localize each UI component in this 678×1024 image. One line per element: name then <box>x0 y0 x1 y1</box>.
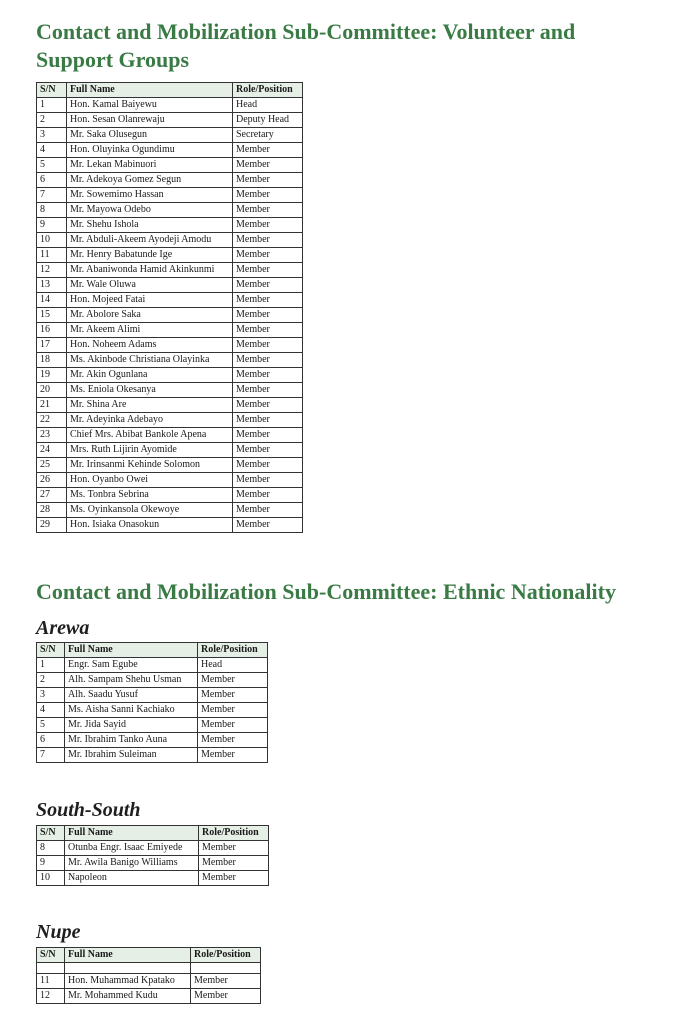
full-name-cell: Mr. Lekan Mabinuori <box>67 158 233 173</box>
full-name-cell: Ms. Tonbra Sebrina <box>67 488 233 503</box>
table-row <box>37 688 268 703</box>
table-row <box>37 398 303 413</box>
table-row <box>37 98 303 113</box>
role-position-header: Role/Position <box>198 643 268 658</box>
full-name-cell: Mr. Ibrahim Suleiman <box>65 748 198 763</box>
full-name-header: Full Name <box>65 948 191 963</box>
sn-cell: 10 <box>37 871 65 886</box>
role-cell: Member <box>233 308 303 323</box>
full-name-cell: Mr. Akin Ogunlana <box>67 368 233 383</box>
table-row <box>37 733 268 748</box>
full-name-cell: Mr. Abaniwonda Hamid Akinkunmi <box>67 263 233 278</box>
table-row <box>37 443 303 458</box>
role-cell: Member <box>233 488 303 503</box>
sn-cell: 11 <box>37 974 65 989</box>
sn-cell: 9 <box>37 856 65 871</box>
role-cell: Member <box>233 263 303 278</box>
table-row <box>37 113 303 128</box>
table-header-row <box>37 948 261 963</box>
sn-cell: 13 <box>37 278 67 293</box>
table-row <box>37 188 303 203</box>
role-cell: Member <box>233 188 303 203</box>
full-name-cell: Ms. Akinbode Christiana Olayinka <box>67 353 233 368</box>
table-row <box>37 278 303 293</box>
table-row <box>37 841 269 856</box>
south-south-heading: South-South <box>36 799 141 821</box>
volunteer-section-title: Contact and Mobilization Sub-Committee: Volunteer and Support Groups <box>36 19 576 72</box>
sn-cell: 6 <box>37 173 67 188</box>
role-cell: Member <box>233 518 303 533</box>
table-row <box>37 428 303 443</box>
role-cell: Member <box>199 871 269 886</box>
sn-cell: 3 <box>37 688 65 703</box>
sn-cell: 20 <box>37 383 67 398</box>
table-row <box>37 748 268 763</box>
sn-cell: 16 <box>37 323 67 338</box>
role-cell: Member <box>198 748 268 763</box>
role-cell: Member <box>198 703 268 718</box>
full-name-cell: Hon. Sesan Olanrewaju <box>67 113 233 128</box>
full-name-cell: Mr. Adeyinka Adebayo <box>67 413 233 428</box>
volunteer-support-groups-table <box>36 82 303 533</box>
spacer-cell <box>37 963 65 974</box>
south-south-table <box>36 825 269 886</box>
role-cell: Member <box>233 173 303 188</box>
sn-cell: 24 <box>37 443 67 458</box>
table-row <box>37 473 303 488</box>
role-cell: Head <box>198 658 268 673</box>
role-cell: Head <box>233 98 303 113</box>
full-name-cell: Mr. Adekoya Gomez Segun <box>67 173 233 188</box>
table-header-row <box>37 643 268 658</box>
sn-cell: 22 <box>37 413 67 428</box>
role-cell: Member <box>198 673 268 688</box>
role-cell: Deputy Head <box>233 113 303 128</box>
full-name-cell: Hon. Muhammad Kpatako <box>65 974 191 989</box>
sn-cell: 14 <box>37 293 67 308</box>
role-cell: Member <box>191 989 261 1004</box>
nupe-table <box>36 947 261 1004</box>
sn-cell: 7 <box>37 748 65 763</box>
role-cell: Member <box>199 841 269 856</box>
role-cell: Member <box>198 688 268 703</box>
sn-cell: 12 <box>37 989 65 1004</box>
sn-cell: 18 <box>37 353 67 368</box>
full-name-cell: Ms. Oyinkansola Okewoye <box>67 503 233 518</box>
full-name-cell: Hon. Noheem Adams <box>67 338 233 353</box>
arewa-table <box>36 642 268 763</box>
full-name-cell: Ms. Eniola Okesanya <box>67 383 233 398</box>
table-row <box>37 263 303 278</box>
full-name-cell: Ms. Aisha Sanni Kachiako <box>65 703 198 718</box>
sn-cell: 25 <box>37 458 67 473</box>
role-cell: Member <box>233 323 303 338</box>
role-cell: Member <box>233 158 303 173</box>
sn-cell: 9 <box>37 218 67 233</box>
table-row <box>37 353 303 368</box>
role-cell: Member <box>233 473 303 488</box>
role-cell: Member <box>233 413 303 428</box>
table-row <box>37 203 303 218</box>
sn-cell: 7 <box>37 188 67 203</box>
full-name-cell: Alh. Saadu Yusuf <box>65 688 198 703</box>
full-name-cell: Mr. Jida Sayid <box>65 718 198 733</box>
full-name-cell: Napoleon <box>65 871 199 886</box>
table-row <box>37 158 303 173</box>
full-name-cell: Mr. Akeem Alimi <box>67 323 233 338</box>
table-row <box>37 368 303 383</box>
nupe-heading: Nupe <box>36 921 81 943</box>
sn-header: S/N <box>37 826 65 841</box>
full-name-cell: Hon. Mojeed Fatai <box>67 293 233 308</box>
full-name-cell: Mr. Wale Oluwa <box>67 278 233 293</box>
full-name-cell: Mr. Sowemimo Hassan <box>67 188 233 203</box>
role-cell: Member <box>233 428 303 443</box>
table-row <box>37 673 268 688</box>
full-name-cell: Mr. Saka Olusegun <box>67 128 233 143</box>
full-name-cell: Hon. Oluyinka Ogundimu <box>67 143 233 158</box>
full-name-header: Full Name <box>67 83 233 98</box>
role-cell: Member <box>233 218 303 233</box>
sn-cell: 4 <box>37 143 67 158</box>
table-row <box>37 323 303 338</box>
full-name-cell: Hon. Isiaka Onasokun <box>67 518 233 533</box>
role-cell: Member <box>233 203 303 218</box>
role-cell: Member <box>233 248 303 263</box>
sn-cell: 17 <box>37 338 67 353</box>
sn-cell: 3 <box>37 128 67 143</box>
spacer-cell <box>191 963 261 974</box>
full-name-cell: Mr. Abduli-Akeem Ayodeji Amodu <box>67 233 233 248</box>
role-cell: Member <box>233 368 303 383</box>
sn-cell: 27 <box>37 488 67 503</box>
sn-header: S/N <box>37 643 65 658</box>
role-cell: Member <box>199 856 269 871</box>
sn-cell: 21 <box>37 398 67 413</box>
table-row <box>37 128 303 143</box>
sn-cell: 15 <box>37 308 67 323</box>
spacer-cell <box>65 963 191 974</box>
full-name-cell: Engr. Sam Egube <box>65 658 198 673</box>
full-name-cell: Hon. Oyanbo Owei <box>67 473 233 488</box>
sn-cell: 1 <box>37 98 67 113</box>
sn-cell: 8 <box>37 203 67 218</box>
sn-cell: 28 <box>37 503 67 518</box>
full-name-header: Full Name <box>65 826 199 841</box>
table-row <box>37 488 303 503</box>
full-name-cell: Chief Mrs. Abibat Bankole Apena <box>67 428 233 443</box>
ethnic-nationality-section-title: Contact and Mobilization Sub-Committee: Ethnic Nationality <box>36 579 616 604</box>
table-row <box>37 856 269 871</box>
table-row <box>37 248 303 263</box>
table-row <box>37 458 303 473</box>
table-row <box>37 658 268 673</box>
role-position-header: Role/Position <box>199 826 269 841</box>
table-row <box>37 703 268 718</box>
sn-cell: 26 <box>37 473 67 488</box>
table-row <box>37 233 303 248</box>
table-row <box>37 871 269 886</box>
table-row <box>37 383 303 398</box>
sn-cell: 6 <box>37 733 65 748</box>
role-cell: Member <box>233 293 303 308</box>
role-position-header: Role/Position <box>233 83 303 98</box>
sn-cell: 4 <box>37 703 65 718</box>
table-row <box>37 518 303 533</box>
full-name-cell: Mr. Mayowa Odebo <box>67 203 233 218</box>
full-name-cell: Mr. Irinsanmi Kehinde Solomon <box>67 458 233 473</box>
sn-cell: 23 <box>37 428 67 443</box>
role-cell: Member <box>233 503 303 518</box>
role-cell: Member <box>191 974 261 989</box>
sn-cell: 2 <box>37 673 65 688</box>
role-cell: Member <box>233 278 303 293</box>
full-name-cell: Mr. Shina Are <box>67 398 233 413</box>
table-row <box>37 413 303 428</box>
full-name-cell: Alh. Sampam Shehu Usman <box>65 673 198 688</box>
sn-cell: 5 <box>37 718 65 733</box>
role-cell: Member <box>233 443 303 458</box>
table-header-row <box>37 83 303 98</box>
table-row <box>37 308 303 323</box>
table-row <box>37 718 268 733</box>
sn-cell: 8 <box>37 841 65 856</box>
table-row <box>37 503 303 518</box>
role-cell: Member <box>233 398 303 413</box>
sn-cell: 29 <box>37 518 67 533</box>
spacer-row <box>37 963 261 974</box>
role-cell: Member <box>233 233 303 248</box>
table-row <box>37 338 303 353</box>
table-header-row <box>37 826 269 841</box>
full-name-cell: Mr. Abolore Saka <box>67 308 233 323</box>
table-row <box>37 974 261 989</box>
table-row <box>37 218 303 233</box>
table-row <box>37 989 261 1004</box>
sn-header: S/N <box>37 83 67 98</box>
full-name-cell: Mr. Mohammed Kudu <box>65 989 191 1004</box>
role-cell: Member <box>198 733 268 748</box>
sn-header: S/N <box>37 948 65 963</box>
full-name-header: Full Name <box>65 643 198 658</box>
role-cell: Member <box>233 458 303 473</box>
role-cell: Member <box>198 718 268 733</box>
sn-cell: 2 <box>37 113 67 128</box>
role-cell: Member <box>233 353 303 368</box>
table-row <box>37 293 303 308</box>
role-cell: Member <box>233 143 303 158</box>
sn-cell: 11 <box>37 248 67 263</box>
sn-cell: 10 <box>37 233 67 248</box>
sn-cell: 5 <box>37 158 67 173</box>
sn-cell: 12 <box>37 263 67 278</box>
full-name-cell: Otunba Engr. Isaac Emiyede <box>65 841 199 856</box>
full-name-cell: Mr. Awila Banigo Williams <box>65 856 199 871</box>
sn-cell: 1 <box>37 658 65 673</box>
role-cell: Member <box>233 383 303 398</box>
arewa-heading: Arewa <box>36 617 90 639</box>
full-name-cell: Mr. Ibrahim Tanko Auna <box>65 733 198 748</box>
role-position-header: Role/Position <box>191 948 261 963</box>
full-name-cell: Mrs. Ruth Lijirin Ayomide <box>67 443 233 458</box>
sn-cell: 19 <box>37 368 67 383</box>
full-name-cell: Mr. Henry Babatunde Ige <box>67 248 233 263</box>
role-cell: Secretary <box>233 128 303 143</box>
table-row <box>37 173 303 188</box>
role-cell: Member <box>233 338 303 353</box>
full-name-cell: Mr. Shehu Ishola <box>67 218 233 233</box>
table-row <box>37 143 303 158</box>
full-name-cell: Hon. Kamal Baiyewu <box>67 98 233 113</box>
